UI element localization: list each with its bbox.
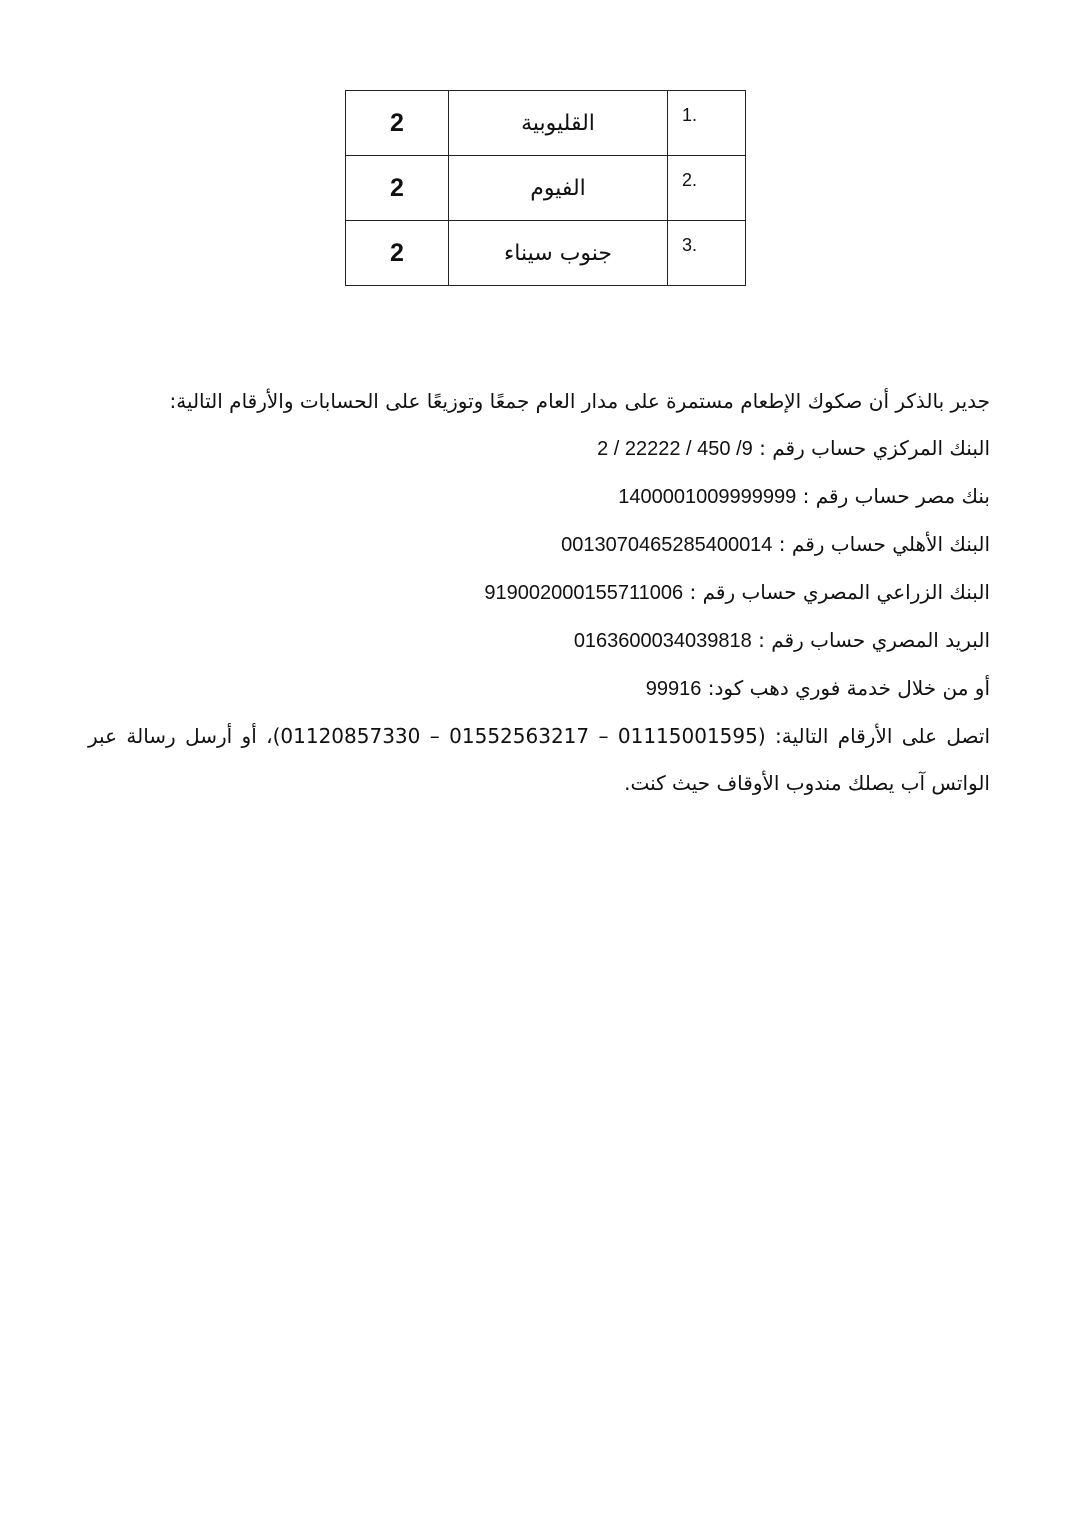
account-label: البنك الزراعي المصري حساب رقم : [689, 580, 990, 604]
contact-paragraph: اتصل على الأرقام التالية: (01115001595 – 01552563217 – 01120857330)، أو أرسل رسالة عبر الواتس آب يصلك مندوب الأوقاف حيث كنت. [88, 724, 991, 795]
account-line [88, 617, 990, 665]
table-row [346, 156, 746, 221]
governorate-cell: القليوبية [449, 91, 668, 156]
governorate-cell: جنوب سيناء [449, 221, 668, 286]
account-line [88, 569, 990, 617]
account-number: 0163600034039818 [573, 630, 752, 652]
row-number-cell: 3. [668, 221, 746, 286]
row-number-cell: 2. [668, 156, 746, 221]
account-line [88, 521, 990, 569]
account-label: بنك مصر حساب رقم : [802, 484, 990, 508]
fawry-label: أو من خلال خدمة فوري دهب كود: [707, 676, 990, 700]
governorates-table [345, 90, 746, 286]
account-label: البنك الأهلي حساب رقم : [778, 532, 990, 556]
count-cell: 2 [346, 156, 449, 221]
intro-paragraph: جدير بالذكر أن صكوك الإطعام مستمرة على مدار العام جمعًا وتوزيعًا على الحسابات والأرقام التالية: [169, 389, 990, 413]
account-label: البريد المصري حساب رقم : [758, 628, 990, 652]
count-cell: 2 [346, 91, 449, 156]
account-line [88, 473, 990, 521]
account-number: 0013070465285400014 [561, 534, 773, 556]
row-number-cell: 1. [668, 91, 746, 156]
fawry-line [88, 665, 990, 713]
account-line [88, 425, 990, 473]
donation-info [88, 378, 990, 807]
table-row [346, 91, 746, 156]
table-row [346, 221, 746, 286]
account-number: 919002000155711006 [484, 582, 684, 604]
account-number: 2 / 22222 / 450 /9 [597, 438, 753, 460]
count-cell: 2 [346, 221, 449, 286]
fawry-code: 99916 [645, 678, 702, 700]
account-number: 1400001009999999 [618, 486, 797, 508]
account-label: البنك المركزي حساب رقم : [759, 436, 990, 460]
governorate-cell: الفيوم [449, 156, 668, 221]
